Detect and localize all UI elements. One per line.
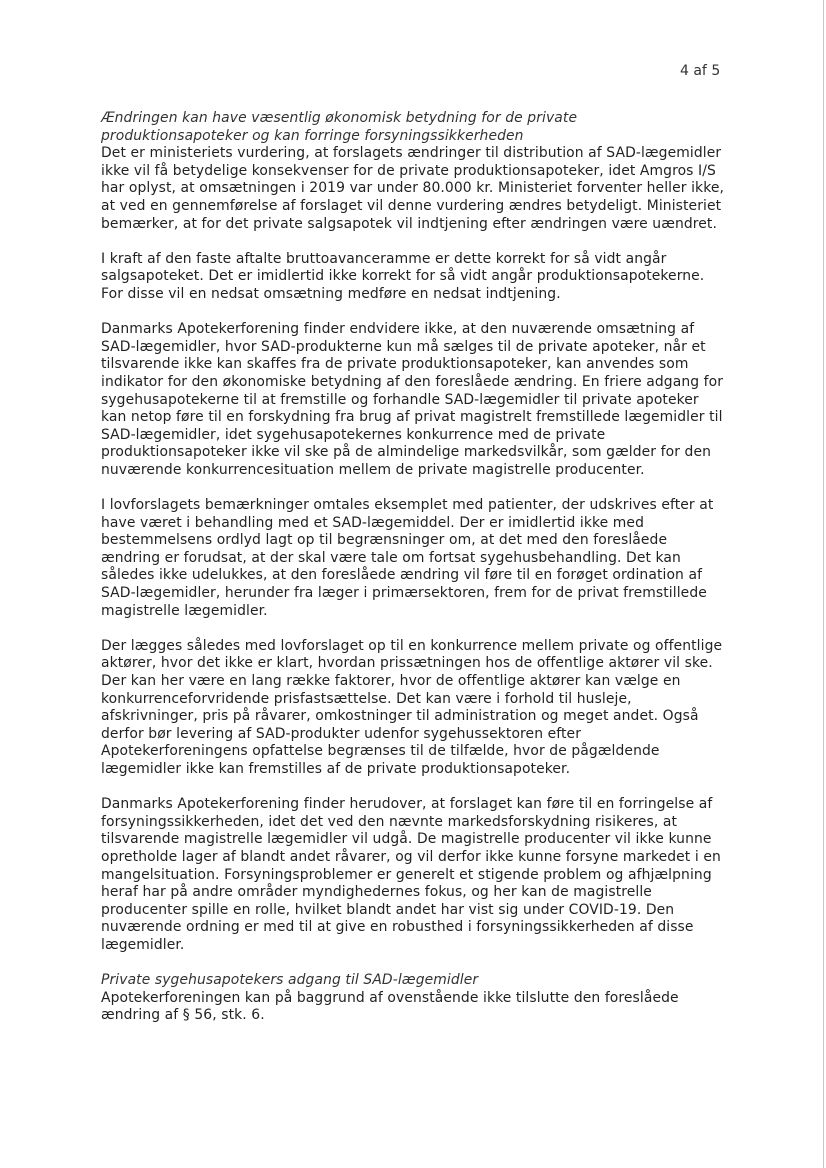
paragraph-conclusion: Apotekerforeningen kan på baggrund af ovenstående ikke tilslutte den foreslåede ændring af § 56, stk. 6. bbox=[101, 989, 679, 1024]
section-heading-economic-impact: Ændringen kan have væsentlig økonomisk betydning for de private produktionsapoteker og kan forringe forsyningssikkerheden bbox=[101, 110, 578, 144]
paragraph-gross-margin: I kraft af den faste aftalte bruttoavanceramme er dette korrekt for så vidt angår salgsapoteket. Det er imidlertid ikke korrekt for så vidt angår produktionsapotekerne. For disse vil en nedsat omsætning medføre en nedsat indtjening. bbox=[101, 250, 705, 302]
paragraph-competition: Der lægges således med lovforslaget op til en konkurrence mellem private og offentlige aktører, hvor det ikke er klart, hvordan prissætningen hos de offentlige aktører vil ske. Der kan her være en lang række faktorer, hvor de offentlige aktører kan vælge en konkurrenceforvridende prisfastsættelse. Det kan være i forhold til husleje, afskrivninger, pris på råvarer, omkostninger til administration og meget andet. Også derfor bør levering af SAD-produkter udenfor sygehussektoren efter Apotekerforeningens opfattelse begrænses til de tilfælde, hvor de pågældende lægemidler ikke kan fremstilles af de private produktionsapoteker. bbox=[101, 637, 723, 777]
paragraph-bill-remarks: I lovforslagets bemærkninger omtales eksemplet med patienter, der udskrives efter at have været i behandling med et SAD-lægemiddel. Der er imidlertid ikke med bestemmelsens ordlyd lagt op til begrænsninger om, at det med den foreslåede ændring er forudsat, at der skal være tale om fortsat sygehusbehandling. Det kan således ikke udelukkes, at den foreslåede ændring vil føre til en forøget ordination af SAD-lægemidler, herunder fra læger i primærsektoren, frem for de privat fremstillede magistrelle lægemidler. bbox=[101, 497, 714, 619]
page-number: 4 af 5 bbox=[680, 63, 721, 79]
paragraph-supply-security: Danmarks Apotekerforening finder herudover, at forslaget kan føre til en forringelse af forsyningssikkerheden, idet det ved den nævnte markedsforskydning risikeres, at tilsvarende magistrelle lægemidler vil udgå. De magistrelle producenter vil ikke kunne opretholde lager af blandt andet råvarer, og vil derfor ikke kunne forsyne markedet i en mangelsituation. Forsyningsproblemer er generelt et stigende problem og afhjælpning heraf har på andre områder myndighedernes fokus, og her kan de magistrelle producenter spille en rolle, hvilket blandt andet har vist sig under COVID-19. Den nuværende ordning er med til at give en robusthed i forsyningssikkerheden af disse lægemidler. bbox=[101, 796, 721, 953]
paragraph-turnover-indicator: Danmarks Apotekerforening finder endvidere ikke, at den nuværende omsætning af SAD-lægemidler, hvor SAD-produkterne kun må sælges til de private apoteker, når et tilsvarende ikke kan skaffes fra de private produktionsapoteker, kan anvendes som indikator for den økonomiske betydning af den foreslåede ændring. En friere adgang for sygehusapotekerne til at fremstille og forhandle SAD-lægemidler til private apoteker kan netop føre til en forskydning fra brug af privat magistrelt fremstillede lægemidler til SAD-lægemidler, idet sygehusapotekernes konkurrence med de private produktionsapoteker ikke vil ske på de almindelige markedsvilkår, som gælder for den nuværende konkurrencesituation mellem de private magistrelle producenter. bbox=[101, 321, 724, 478]
page-edge-line bbox=[823, 0, 824, 1168]
document-body bbox=[101, 110, 727, 1042]
paragraph-ministry-assessment: Det er ministeriets vurdering, at forslagets ændringer til distribution af SAD-lægemidler ikke vil få betydelige konsekvenser for de private produktionsapoteker, idet Amgros I/S har oplyst, at omsætningen i 2019 var under 80.000 kr. Ministeriet forventer heller ikke, at ved en gennemførelse af forslaget vil denne vurdering ændres betydeligt. Ministeriet bemærker, at for det private salgsapotek vil indtjening efter ændringen være uændret. bbox=[101, 145, 725, 232]
section-heading-private-hospital-pharmacies: Private sygehusapotekers adgang til SAD-lægemidler bbox=[101, 972, 479, 989]
